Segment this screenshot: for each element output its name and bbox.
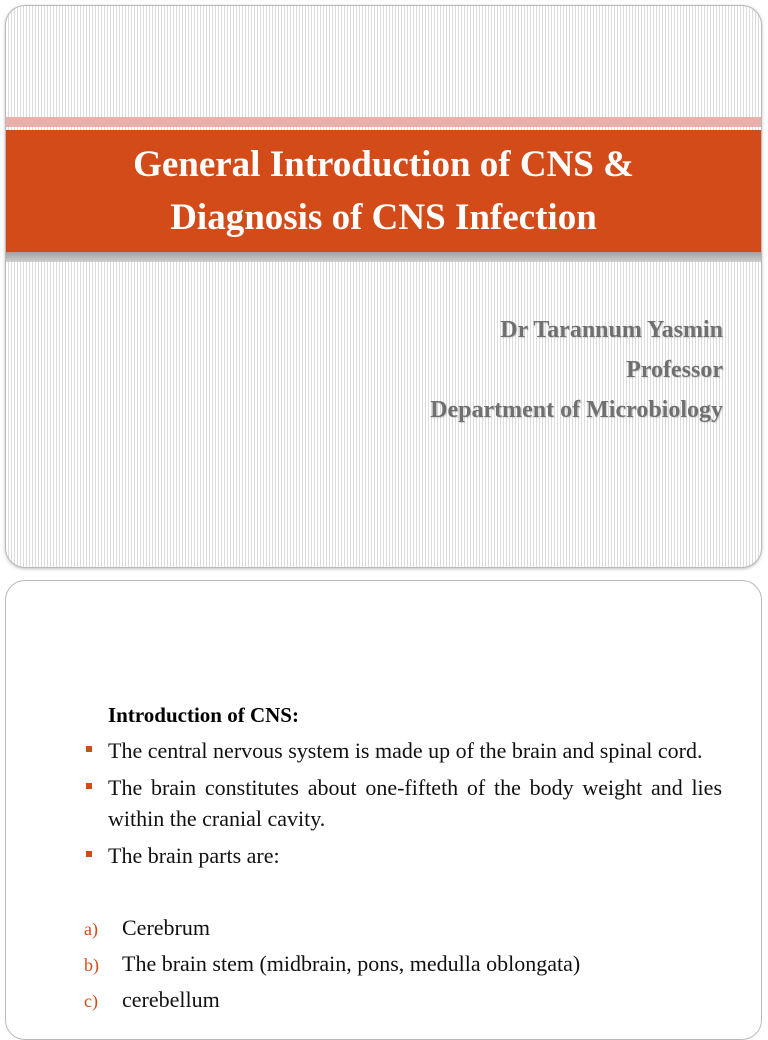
bullet-square-icon <box>86 851 92 857</box>
brain-part-item <box>82 946 722 982</box>
bullet-square-icon <box>86 746 92 752</box>
brain-part-item <box>82 910 722 946</box>
content-slide <box>5 580 762 1040</box>
section-heading: Introduction of CNS: <box>108 703 299 727</box>
slide-title-line-2: Diagnosis of CNS Infection <box>170 197 597 238</box>
title-band <box>6 130 761 252</box>
list-marker: c) <box>84 991 98 1011</box>
bullet-square-icon <box>86 783 92 789</box>
brain-part-text: cerebellum <box>122 987 220 1012</box>
slide-title-line-1: General Introduction of CNS & <box>133 144 634 185</box>
bullet-list <box>82 735 722 877</box>
list-marker: a) <box>84 919 98 939</box>
slide-subtitle <box>430 310 723 430</box>
title-slide <box>5 5 762 568</box>
bullet-text: The central nervous system is made up of the brain and spinal cord. <box>108 738 703 763</box>
bullet-text: The brain constitutes about one-fifteth of the body weight and lies within the cranial cavity. <box>108 775 722 831</box>
author-name: Dr Tarannum Yasmin <box>500 317 723 343</box>
brain-part-text: Cerebrum <box>122 915 210 940</box>
bullet-item <box>82 735 722 766</box>
author-department: Department of Microbiology <box>430 397 723 423</box>
title-band-bottom-stripe <box>6 252 761 262</box>
brain-part-item <box>82 982 722 1018</box>
list-marker: b) <box>84 955 99 975</box>
title-band-top-stripe <box>6 117 761 127</box>
author-role: Professor <box>626 357 723 383</box>
bullet-item <box>82 772 722 834</box>
bullet-text: The brain parts are: <box>108 843 280 868</box>
brain-part-text: The brain stem (midbrain, pons, medulla oblongata) <box>122 951 581 976</box>
slide-title <box>54 138 714 244</box>
brain-parts-list <box>82 910 722 1018</box>
bullet-item <box>82 840 722 871</box>
